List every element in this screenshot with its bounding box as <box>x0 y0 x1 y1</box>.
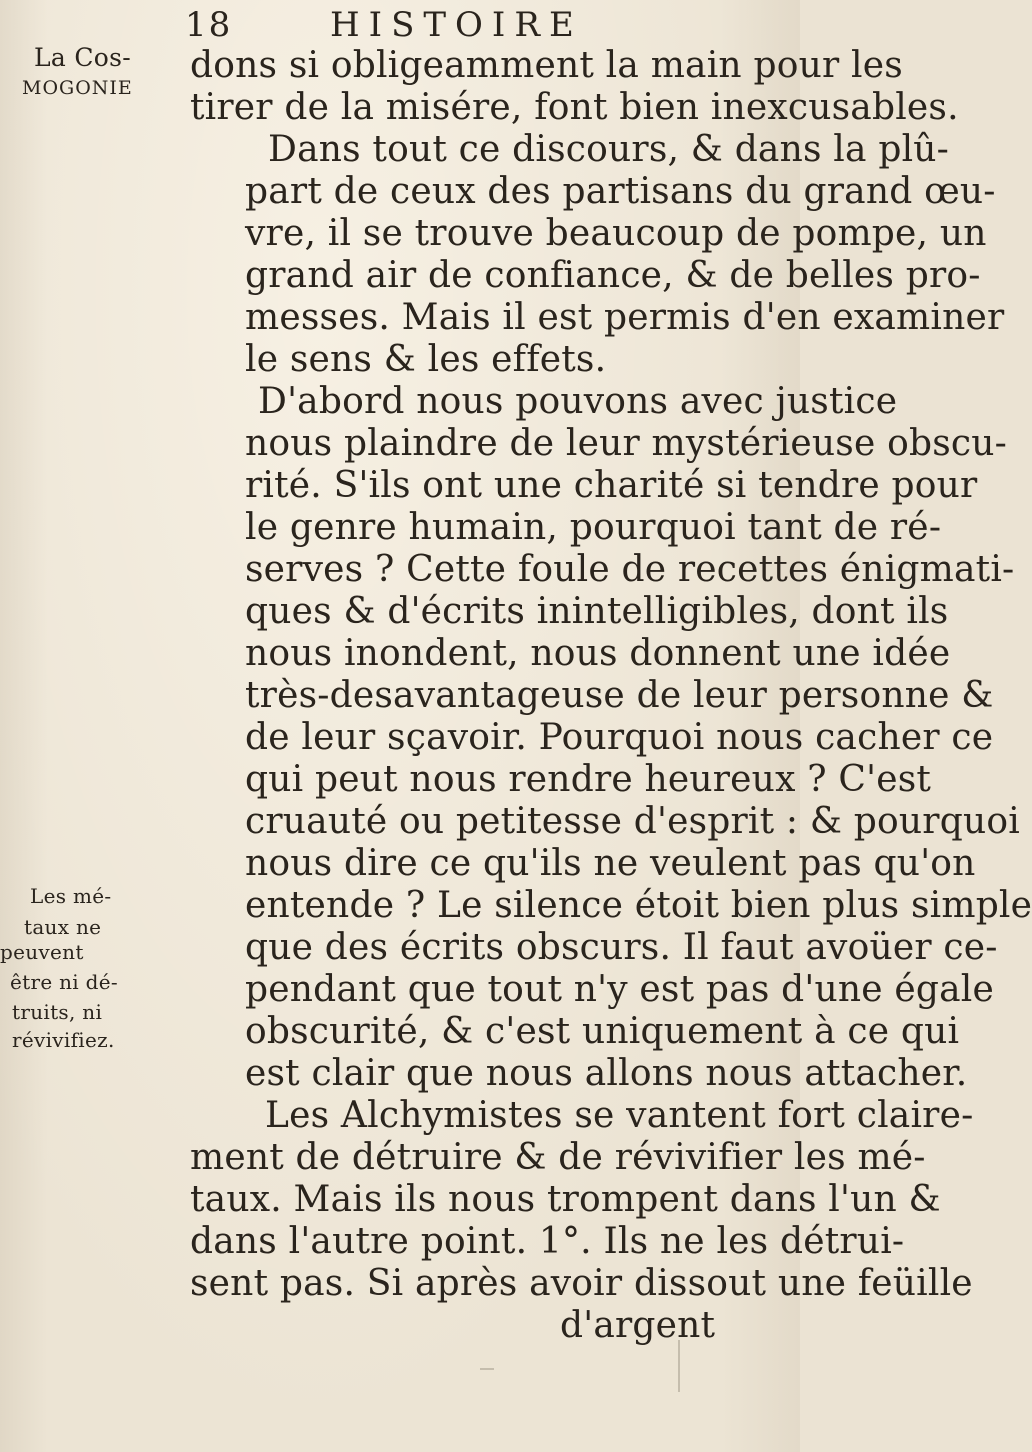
text-line: très-desavantageuse de leur personne & <box>245 675 994 716</box>
text-line: dons si obligeamment la main pour les <box>190 45 903 86</box>
text-line: vre, il se trouve beaucoup de pompe, un <box>245 213 987 254</box>
text-line: ment de détruire & de révivifier les mé- <box>190 1137 926 1178</box>
text-line: qui peut nous rendre heureux ? C'est <box>245 759 932 800</box>
text-line: rité. S'ils ont une charité si tendre pour <box>245 465 978 506</box>
page-number: 18 <box>185 5 233 45</box>
text-line: nous dire ce qu'ils ne veulent pas qu'on <box>245 843 976 884</box>
text-line: serves ? Cette foule de recettes énigmati- <box>245 549 1015 590</box>
text-line: sent pas. Si après avoir dissout une feüille <box>190 1263 973 1304</box>
ink-speck <box>678 1340 680 1392</box>
text-line: grand air de confiance, & de belles pro- <box>245 255 981 296</box>
margin-note-line: être ni dé- <box>10 970 118 994</box>
ink-speck <box>480 1368 494 1370</box>
text-line: le genre humain, pourquoi tant de ré- <box>245 507 942 548</box>
text-line: Dans tout ce discours, & dans la plû- <box>268 129 950 170</box>
text-line: cruauté ou petitesse d'esprit : & pourquoi <box>245 801 1020 842</box>
margin-note-line: peuvent <box>0 940 84 964</box>
margin-note-line: La Cos- <box>34 43 132 72</box>
margin-note-line: MOGONIE <box>22 77 133 99</box>
text-line: taux. Mais ils nous trompent dans l'un & <box>190 1179 941 1220</box>
running-head: HISTOIRE <box>330 5 583 45</box>
text-line: nous plaindre de leur mystérieuse obscu- <box>245 423 1007 464</box>
margin-note-line: taux ne <box>24 915 102 939</box>
text-line: tirer de la misére, font bien inexcusables. <box>190 87 959 128</box>
text-line: obscurité, & c'est uniquement à ce qui <box>245 1011 960 1052</box>
catchword: d'argent <box>560 1305 716 1346</box>
text-line: est clair que nous allons nous attacher. <box>245 1053 968 1094</box>
text-line: Les Alchymistes se vantent fort claire- <box>265 1095 974 1136</box>
text-line: ques & d'écrits inintelligibles, dont ils <box>245 591 949 632</box>
margin-note-line: Les mé- <box>30 884 112 908</box>
text-line: entende ? Le silence étoit bien plus simple <box>245 885 1032 926</box>
margin-note-line: truits, ni <box>12 1000 103 1024</box>
text-line: messes. Mais il est permis d'en examiner <box>245 297 1005 338</box>
text-line: que des écrits obscurs. Il faut avoüer ce- <box>245 927 998 968</box>
text-line: de leur sçavoir. Pourquoi nous cacher ce <box>245 717 994 758</box>
text-line: D'abord nous pouvons avec justice <box>258 381 898 422</box>
text-line: part de ceux des partisans du grand œu- <box>245 171 996 212</box>
text-line: pendant que tout n'y est pas d'une égale <box>245 969 995 1010</box>
margin-note-line: révivifiez. <box>12 1028 115 1052</box>
text-line: nous inondent, nous donnent une idée <box>245 633 951 674</box>
text-line: dans l'autre point. 1°. Ils ne les détrui- <box>190 1221 905 1262</box>
text-line: le sens & les effets. <box>245 339 607 380</box>
